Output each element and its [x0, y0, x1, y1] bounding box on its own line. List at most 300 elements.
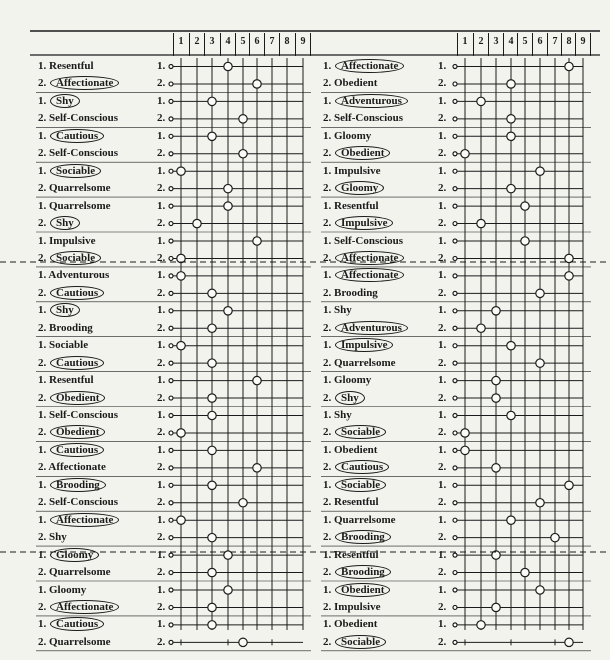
word[interactable]: Resentful	[49, 60, 94, 72]
circled-word[interactable]: Cautious	[50, 286, 104, 300]
option-number: 2.	[438, 391, 447, 404]
circled-word[interactable]: Affectionate	[50, 600, 119, 614]
answer-bubble[interactable]	[521, 237, 529, 245]
word[interactable]: Self-Conscious	[334, 234, 404, 247]
item-number: 1.	[323, 129, 334, 142]
answer-bubble[interactable]	[224, 586, 232, 594]
answer-bubble[interactable]	[507, 342, 515, 350]
circled-word[interactable]: Sociable	[50, 164, 101, 178]
item-number: 1.	[38, 478, 49, 491]
answer-bubble[interactable]	[536, 289, 544, 297]
answer-bubble[interactable]	[208, 446, 216, 454]
answer-bubble[interactable]	[565, 272, 573, 280]
word[interactable]: Resentful	[49, 374, 94, 387]
item-number: 2.	[38, 496, 49, 509]
adjective-item	[323, 618, 377, 631]
answer-bubble[interactable]	[565, 481, 573, 489]
column-number: 7	[552, 36, 558, 47]
option-number: 2.	[157, 321, 166, 334]
leader-dot	[453, 553, 457, 557]
option-number: 1.	[438, 583, 447, 596]
adjective-item	[323, 357, 396, 370]
option-number: 2.	[157, 112, 166, 125]
circled-word[interactable]: Cautious	[335, 460, 389, 474]
circled-word[interactable]: Shy	[50, 303, 80, 317]
circled-word[interactable]: Brooding	[50, 478, 106, 492]
word[interactable]: Shy	[49, 531, 67, 544]
answer-bubble[interactable]	[193, 219, 201, 227]
leader-dot	[169, 623, 173, 627]
circled-word[interactable]: Sociable	[50, 251, 101, 265]
answer-bubble[interactable]	[208, 603, 216, 611]
word[interactable]: Quarrelsome	[334, 356, 396, 369]
answer-bubble[interactable]	[177, 342, 185, 350]
circled-word[interactable]: Gloomy	[335, 181, 384, 195]
answer-bubble[interactable]	[492, 307, 500, 315]
option-number: 1.	[438, 548, 447, 561]
adjective-item	[38, 252, 101, 265]
leader-dot	[169, 222, 173, 226]
answer-bubble[interactable]	[507, 132, 515, 140]
leader-dot	[169, 152, 173, 156]
circled-word[interactable]: Obedient	[50, 425, 105, 439]
leader-dot	[169, 239, 173, 243]
word[interactable]: Obedient	[334, 443, 378, 456]
adjective-item	[323, 77, 377, 90]
answer-bubble[interactable]	[565, 62, 573, 70]
circled-word[interactable]: Impulsive	[335, 338, 393, 352]
leader-dot	[169, 483, 173, 487]
adjective-item	[38, 409, 118, 422]
leader-dot	[453, 82, 457, 86]
item-number: 2.	[38, 531, 49, 544]
leader-dot	[453, 501, 457, 505]
answer-bubble[interactable]	[551, 533, 559, 541]
word[interactable]: Sociable	[49, 339, 89, 352]
leader-dot	[169, 291, 173, 295]
leader-dot	[453, 448, 457, 452]
answer-bubble[interactable]	[208, 621, 216, 629]
leader-dot	[453, 187, 457, 191]
item-number: 2.	[323, 217, 334, 230]
word[interactable]: Shy	[334, 304, 352, 317]
leader-dot	[453, 623, 457, 627]
option-number: 2.	[438, 112, 447, 125]
adjective-item	[323, 130, 371, 143]
adjective-item	[38, 549, 99, 562]
item-number: 2.	[38, 217, 49, 230]
option-number: 1.	[438, 304, 447, 317]
leader-dot	[453, 518, 457, 522]
answer-bubble[interactable]	[507, 80, 515, 88]
item-number: 2.	[38, 321, 49, 334]
adjective-item	[38, 392, 105, 405]
answer-bubble[interactable]	[253, 237, 261, 245]
item-number: 1.	[323, 164, 334, 177]
leader-dot	[169, 431, 173, 435]
option-number: 2.	[157, 286, 166, 299]
item-number: 1.	[323, 409, 334, 421]
circled-word[interactable]: Affectionate	[335, 251, 404, 265]
answer-bubble[interactable]	[507, 184, 515, 192]
item-number: 2.	[38, 251, 49, 264]
answer-bubble[interactable]	[492, 603, 500, 611]
leader-dot	[169, 274, 173, 278]
item-number: 1.	[323, 583, 334, 596]
adjective-item	[323, 339, 393, 352]
word[interactable]: Quarrelsome	[49, 566, 111, 579]
adjective-item	[38, 235, 95, 248]
option-number: 1.	[157, 304, 166, 317]
option-number: 2.	[438, 461, 447, 474]
word[interactable]: Self-Conscious	[334, 112, 404, 125]
circled-word[interactable]: Cautious	[50, 617, 104, 631]
answer-bubble[interactable]	[177, 429, 185, 437]
option-number: 2.	[157, 251, 166, 264]
item-number: 1.	[38, 60, 49, 72]
circled-word[interactable]: Impulsive	[335, 216, 393, 230]
answer-bubble[interactable]	[507, 115, 515, 123]
answer-bubble[interactable]	[224, 307, 232, 315]
circled-word[interactable]: Cautious	[50, 443, 104, 457]
word[interactable]: Resentful	[334, 548, 379, 561]
word[interactable]: Quarrelsome	[334, 513, 396, 526]
answer-bubble[interactable]	[536, 499, 544, 507]
option-number: 1.	[157, 374, 166, 387]
option-number: 2.	[157, 356, 166, 369]
item-number: 2.	[323, 531, 334, 544]
circled-word[interactable]: Sociable	[335, 478, 386, 492]
word[interactable]: Obedient	[334, 77, 378, 90]
word[interactable]: Self-Conscious	[49, 147, 119, 160]
circled-word[interactable]: Brooding	[335, 565, 391, 579]
option-number: 2.	[438, 356, 447, 369]
item-number: 2.	[323, 182, 334, 195]
item-number: 1.	[38, 443, 49, 456]
answer-bubble[interactable]	[208, 481, 216, 489]
item-number: 1.	[323, 548, 334, 561]
leader-dot	[453, 222, 457, 226]
option-number: 2.	[157, 391, 166, 404]
option-number: 2.	[438, 77, 447, 90]
option-number: 1.	[438, 234, 447, 247]
leader-dot	[453, 431, 457, 435]
answer-bubble[interactable]	[507, 516, 515, 524]
adjective-item	[323, 374, 371, 387]
word[interactable]: Impulsive	[49, 234, 96, 247]
word[interactable]: Resentful	[334, 199, 379, 212]
adjective-item	[323, 549, 379, 562]
leader-dot	[169, 99, 173, 103]
word[interactable]: Quarrelsome	[49, 199, 111, 212]
answer-bubble[interactable]	[521, 202, 529, 210]
circled-word[interactable]: Gloomy	[50, 548, 99, 562]
item-number: 1.	[38, 583, 49, 596]
word[interactable]: Brooding	[334, 286, 378, 299]
leader-dot	[169, 117, 173, 121]
item-number: 2.	[323, 566, 334, 579]
adjective-item	[323, 636, 386, 649]
answer-bubble[interactable]	[477, 324, 485, 332]
adjective-item	[38, 531, 67, 544]
option-number: 1.	[157, 409, 166, 421]
answer-bubble[interactable]	[208, 411, 216, 419]
column-number: 2	[194, 36, 200, 47]
item-number: 1.	[323, 234, 334, 247]
circled-word[interactable]: Shy	[50, 94, 80, 108]
adjective-item	[323, 601, 380, 614]
circled-word[interactable]: Shy	[335, 391, 365, 405]
word[interactable]: Impulsive	[334, 600, 381, 613]
item-number: 2.	[323, 391, 334, 404]
word[interactable]: Quarrelsome	[49, 635, 111, 648]
option-number: 1.	[157, 94, 166, 107]
column-number: 9	[300, 36, 306, 47]
item-number: 2.	[38, 286, 49, 299]
column-number: 3	[209, 36, 215, 47]
answer-bubble[interactable]	[507, 411, 515, 419]
item-number: 1.	[323, 60, 334, 72]
column-number: 8	[566, 36, 572, 47]
circled-word[interactable]: Cautious	[50, 129, 104, 143]
adjective-item	[38, 304, 80, 317]
answer-bubble[interactable]	[208, 533, 216, 541]
item-number: 1.	[38, 164, 49, 177]
adjective-item	[38, 339, 88, 352]
option-number: 1.	[438, 374, 447, 387]
circled-word[interactable]: Cautious	[50, 356, 104, 370]
column-number: 9	[580, 36, 586, 47]
word[interactable]: Obedient	[334, 618, 378, 631]
leader-dot	[453, 414, 457, 418]
word[interactable]: Brooding	[49, 321, 93, 334]
item-number: 2.	[323, 461, 334, 474]
answer-bubble[interactable]	[565, 254, 573, 262]
answer-bubble[interactable]	[208, 289, 216, 297]
answer-bubble[interactable]	[461, 446, 469, 454]
answer-bubble[interactable]	[208, 132, 216, 140]
adjective-item	[323, 392, 365, 405]
adjective-item	[323, 409, 352, 422]
adjective-item	[323, 322, 408, 335]
adjective-item	[38, 77, 119, 90]
option-number: 1.	[438, 443, 447, 456]
adjective-item	[38, 426, 105, 439]
circled-word[interactable]: Adventurous	[335, 321, 408, 335]
adjective-item	[323, 514, 396, 527]
column-number: 5	[240, 36, 246, 47]
leader-dot	[169, 396, 173, 400]
answer-bubble[interactable]	[536, 167, 544, 175]
answer-bubble[interactable]	[208, 359, 216, 367]
adjective-item	[323, 112, 403, 125]
word[interactable]: Impulsive	[334, 164, 381, 177]
circled-word[interactable]: Obedient	[50, 391, 105, 405]
answer-bubble[interactable]	[536, 359, 544, 367]
adjective-item	[323, 95, 408, 108]
circled-word[interactable]: Obedient	[335, 146, 390, 160]
circled-word[interactable]: Brooding	[335, 530, 391, 544]
answer-bubble[interactable]	[208, 394, 216, 402]
answer-bubble[interactable]	[224, 202, 232, 210]
adjective-item	[38, 112, 118, 125]
leader-dot	[453, 571, 457, 575]
item-number: 1.	[38, 513, 49, 526]
word[interactable]: Shy	[334, 409, 352, 421]
circled-word[interactable]: Shy	[50, 216, 80, 230]
answer-bubble[interactable]	[239, 499, 247, 507]
leader-dot	[453, 239, 457, 243]
item-number: 1.	[323, 94, 334, 107]
adjective-item	[323, 531, 391, 544]
leader-dot	[169, 571, 173, 575]
option-number: 1.	[157, 129, 166, 142]
leader-dot	[453, 396, 457, 400]
answer-bubble[interactable]	[239, 115, 247, 123]
circled-word[interactable]: Obedient	[335, 583, 390, 597]
answer-bubble[interactable]	[492, 376, 500, 384]
answer-bubble[interactable]	[177, 167, 185, 175]
leader-dot	[453, 117, 457, 121]
answer-bubble[interactable]	[461, 150, 469, 158]
option-number: 1.	[157, 269, 166, 282]
item-number: 1.	[38, 409, 49, 421]
answer-bubble[interactable]	[253, 464, 261, 472]
answer-bubble[interactable]	[177, 272, 185, 280]
leader-dot	[453, 640, 457, 644]
answer-bubble[interactable]	[208, 568, 216, 576]
item-number: 1.	[38, 94, 49, 107]
item-number: 1.	[323, 339, 334, 352]
item-number: 1.	[38, 548, 49, 561]
answer-bubble[interactable]	[461, 429, 469, 437]
word[interactable]: Self-Conscious	[49, 409, 119, 421]
answer-bubble[interactable]	[239, 638, 247, 646]
circled-word[interactable]: Sociable	[335, 635, 386, 649]
word[interactable]: Gloomy	[334, 129, 372, 142]
column-number: 2	[478, 36, 484, 47]
word[interactable]: Self-Conscious	[49, 496, 119, 509]
adjective-item	[323, 287, 378, 300]
adjective-item	[323, 200, 379, 213]
adjective-item	[323, 252, 404, 265]
answer-bubble[interactable]	[253, 80, 261, 88]
answer-bubble[interactable]	[208, 97, 216, 105]
option-number: 2.	[438, 426, 447, 439]
leader-dot	[169, 414, 173, 418]
option-number: 1.	[157, 583, 166, 596]
item-number: 2.	[323, 426, 334, 439]
answer-bubble[interactable]	[477, 219, 485, 227]
option-number: 1.	[157, 60, 166, 72]
leader-dot	[169, 536, 173, 540]
adjective-item	[38, 60, 94, 73]
option-number: 1.	[157, 513, 166, 526]
circled-word[interactable]: Sociable	[335, 425, 386, 439]
word[interactable]: Gloomy	[334, 374, 372, 387]
item-number: 1.	[323, 269, 334, 282]
answer-bubble[interactable]	[521, 568, 529, 576]
option-number: 2.	[157, 635, 166, 648]
leader-dot	[453, 588, 457, 592]
item-number: 1.	[38, 618, 49, 631]
leader-dot	[453, 605, 457, 609]
answer-bubble[interactable]	[477, 97, 485, 105]
circled-word[interactable]: Affectionate	[335, 268, 404, 282]
word[interactable]: Affectionate	[48, 461, 106, 474]
item-number: 1.	[323, 199, 334, 212]
leader-dot	[169, 640, 173, 644]
answer-bubble[interactable]	[224, 184, 232, 192]
leader-dot	[169, 553, 173, 557]
item-number: 2.	[323, 286, 334, 299]
option-number: 2.	[157, 182, 166, 195]
leader-dot	[453, 309, 457, 313]
adjective-item	[38, 496, 118, 509]
option-number: 2.	[438, 286, 447, 299]
answer-bubble[interactable]	[565, 638, 573, 646]
circled-word[interactable]: Affectionate	[50, 513, 119, 527]
option-number: 2.	[157, 77, 166, 90]
word[interactable]: Self-Conscious	[49, 112, 119, 125]
circled-word[interactable]: Affectionate	[335, 59, 404, 73]
leader-dot	[169, 169, 173, 173]
answer-bubble[interactable]	[239, 150, 247, 158]
leader-dot	[453, 379, 457, 383]
adjective-item	[38, 514, 119, 527]
word[interactable]: Resentful	[334, 496, 379, 509]
option-number: 1.	[438, 129, 447, 142]
answer-bubble[interactable]	[253, 376, 261, 384]
item-number: 2.	[38, 600, 49, 613]
adjective-item	[323, 479, 386, 492]
leader-dot	[169, 448, 173, 452]
adjective-item	[38, 217, 80, 230]
word[interactable]: Adventurous	[48, 269, 110, 282]
circled-word[interactable]: Adventurous	[335, 94, 408, 108]
option-number: 1.	[157, 234, 166, 247]
option-number: 2.	[157, 217, 166, 230]
item-number: 2.	[38, 461, 49, 474]
option-number: 1.	[157, 164, 166, 177]
item-number: 1.	[38, 129, 49, 142]
answer-bubble[interactable]	[492, 394, 500, 402]
answer-bubble[interactable]	[208, 324, 216, 332]
circled-word[interactable]: Affectionate	[50, 76, 119, 90]
leader-dot	[453, 152, 457, 156]
adjective-item	[323, 147, 390, 160]
answer-bubble[interactable]	[536, 586, 544, 594]
word[interactable]: Quarrelsome	[49, 182, 111, 195]
adjective-item	[38, 479, 106, 492]
answer-bubble[interactable]	[177, 516, 185, 524]
answer-bubble[interactable]	[224, 62, 232, 70]
adjective-item	[38, 130, 104, 143]
item-number: 1.	[38, 304, 49, 317]
item-number: 1.	[38, 234, 49, 247]
item-number: 1.	[38, 374, 49, 387]
column-number: 5	[522, 36, 528, 47]
option-number: 2.	[438, 635, 447, 648]
answer-bubble[interactable]	[492, 464, 500, 472]
adjective-item	[323, 165, 380, 178]
word[interactable]: Gloomy	[49, 583, 87, 596]
leader-dot	[169, 134, 173, 138]
leader-dot	[169, 605, 173, 609]
answer-bubble[interactable]	[177, 254, 185, 262]
answer-bubble[interactable]	[477, 621, 485, 629]
adjective-item	[38, 444, 104, 457]
